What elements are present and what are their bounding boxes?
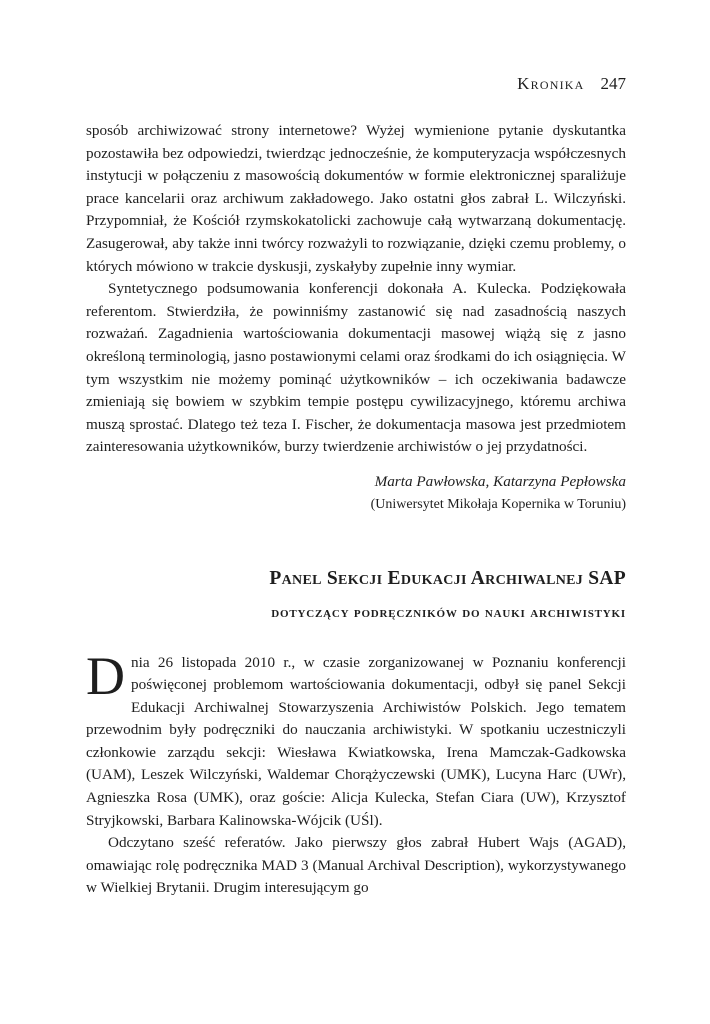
section-title: Panel Sekcji Edukacji Archiwalnej SAP	[269, 567, 626, 589]
signature-affiliation: (Uniwersytet Mikołaja Kopernika w Toruniu)	[370, 496, 626, 512]
running-header	[86, 74, 626, 94]
section-subtitle: dotyczący podręczników do nauki archiwistyki	[271, 603, 626, 621]
lead-paragraph	[86, 645, 626, 833]
paragraph-summary: Syntetycznego podsumowania konferencji dokonała A. Kulecka. Podziękowała referentom. Stwierdziła, że powinniśmy zastanowić się nad zasadnością naszych rozważań. Zagadnienia wartościowania dokumentacji masowej wiążą się z jasno określoną terminologią, jasno postawionymi celami oraz środkami do ich osiągnięcia. W tym wszystkim nie możemy pominąć użytkowników – ich oczekiwania badawcze zmieniają się bowiem w szybkim tempie postępu cywilizacyjnego, któremu archiwa muszą sprostać. Dlatego też teza I. Fischer, że dokumentacja masowa jest przedmiotem zainteresowania użytkowników, burzy twierdzenie archiwistów o jej przydatności.	[86, 280, 626, 456]
paragraph-referats: Odczytano sześć referatów. Jako pierwszy głos zabrał Hubert Wajs (AGAD), omawiając rolę podręcznika MAD 3 (Manual Archival Description), wykorzystywanego w Wielkiej Brytanii. Drugim interesującym go	[86, 834, 626, 897]
paragraph-continuation: sposób archiwizować strony internetowe? Wyżej wymienione pytanie dyskutantka pozostawiła bez odpowiedzi, twierdząc jednocześnie, że komputeryzacja współczesnych instytucji w połączeniu z masowością dokumentów w formie elektronicznej sparaliżuje prace kancelarii oraz archiwum zakładowego. Jako ostatni głos zabrał L. Wilczyński. Przypomniał, że Kościół rzymskokatolicki zachowuje całą wytwarzaną dokumentację. Zasugerował, aby także inni twórcy rozważyli to rozwiązanie, dzięki czemu problemy, o których mówiono w trakcie dyskusji, zyskałyby zupełnie inny wymiar.	[86, 122, 626, 275]
lead-paragraph-text: nia 26 listopada 2010 r., w czasie zorganizowanej w Poznaniu konferencji poświęconej problemom wartościowania dokumentacji, odbył się panel Sekcji Edukacji Archiwalnej Stowarzyszenia Archiwistów Polskich. Jego tematem przewodnim były podręczniki do nauczania archiwistyki. W spotkaniu uczestniczyli członkowie zarządu sekcji: Wiesława Kwiatkowska, Irena Mamczak-Gadkowska (UAM), Leszek Wilczyński, Waldemar Chorążyczewski (UMK), Lucyna Harc (UWr), Agnieszka Rosa (UMK), oraz goście: Alicja Kulecka, Stefan Ciara (UW), Krzysztof Stryjkowski, Barbara Kalinowska-Wójcik (UŚl).	[86, 653, 626, 829]
drop-cap: D	[86, 645, 125, 706]
signature-authors: Marta Pawłowska, Katarzyna Pepłowska	[374, 472, 626, 490]
running-title: Kronika	[517, 74, 585, 93]
body-text	[86, 120, 626, 900]
page-number: 247	[600, 74, 626, 93]
